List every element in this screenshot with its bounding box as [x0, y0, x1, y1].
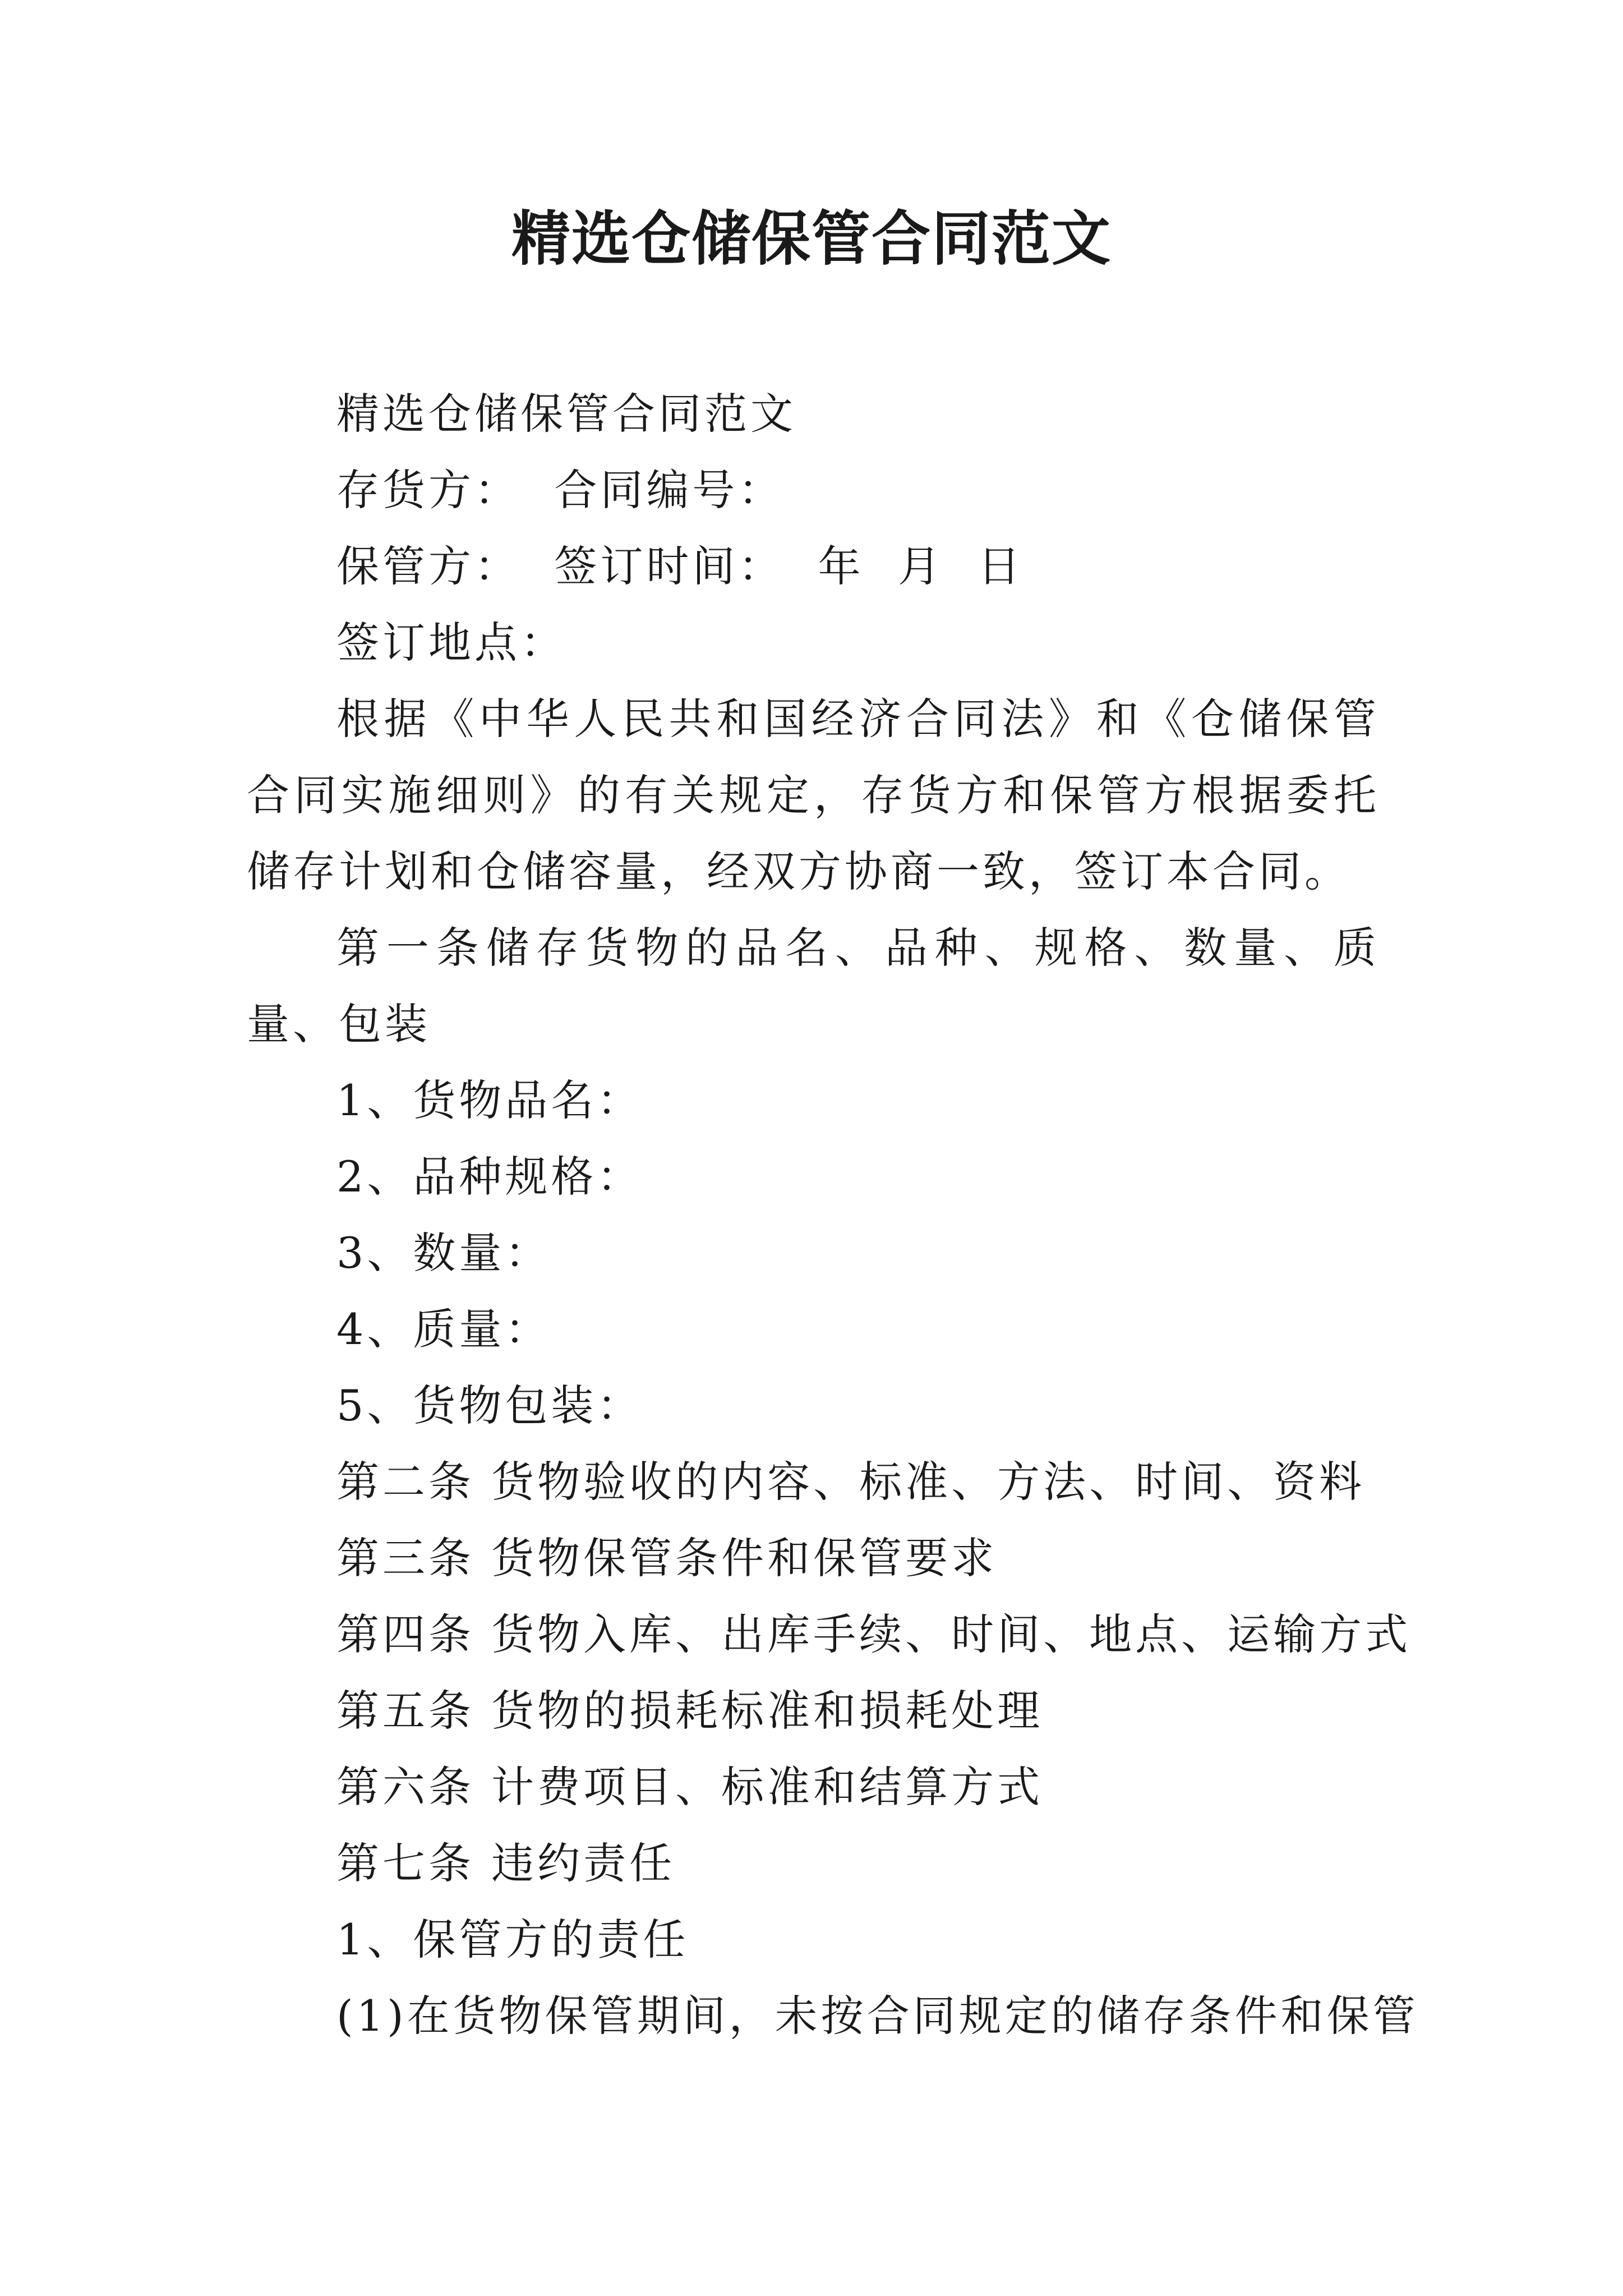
document-body	[247, 376, 1419, 2054]
paragraph-article-3: 第三条 货物保管条件和保管要求	[336, 1533, 998, 1583]
list-item-spec: 2、品种规格：	[336, 1152, 643, 1202]
list-item-packaging: 5、货物包装：	[336, 1381, 643, 1430]
list-item-custodian-liability-1: (1)在货物保管期间，未按合同规定的储存条件和保管	[336, 1991, 1419, 2041]
paragraph-custodian: 保管方： 签订时间： 年 月 日	[336, 541, 1024, 591]
paragraph-article-6: 第六条 计费项目、标准和结算方式	[336, 1762, 1044, 1812]
document-title: 精选仓储保管合同范文	[511, 204, 1112, 273]
paragraph-article-4: 第四条 货物入库、出库手续、时间、地点、运输方式	[336, 1609, 1412, 1659]
paragraph-subtitle: 精选仓储保管合同范文	[336, 389, 796, 439]
list-item-quantity: 3、数量：	[336, 1228, 551, 1278]
list-item-quality: 4、质量：	[336, 1304, 551, 1354]
paragraph-depositor: 存货方： 合同编号：	[336, 465, 785, 515]
paragraph-preamble: 根据《中华人民共和国经济合同法》和《仓储保管合同实施细则》的有关规定，存货方和保管方根据委托储存计划和仓储容量，经双方协商一致，签订本合同。	[247, 694, 1380, 896]
paragraph-article-1: 第一条储存货物的品名、品种、规格、数量、质量、包装	[247, 923, 1380, 1049]
paragraph-article-2: 第二条 货物验收的内容、标准、方法、时间、资料	[336, 1457, 1366, 1507]
paragraph-article-7: 第七条 违约责任	[336, 1838, 676, 1888]
list-item-goods-name: 1、货物品名：	[336, 1075, 643, 1125]
list-item-custodian-liability: 1、保管方的责任	[336, 1915, 689, 1964]
paragraph-signing-place: 签订地点：	[336, 618, 566, 668]
paragraph-article-5: 第五条 货物的损耗标准和损耗处理	[336, 1686, 1044, 1736]
